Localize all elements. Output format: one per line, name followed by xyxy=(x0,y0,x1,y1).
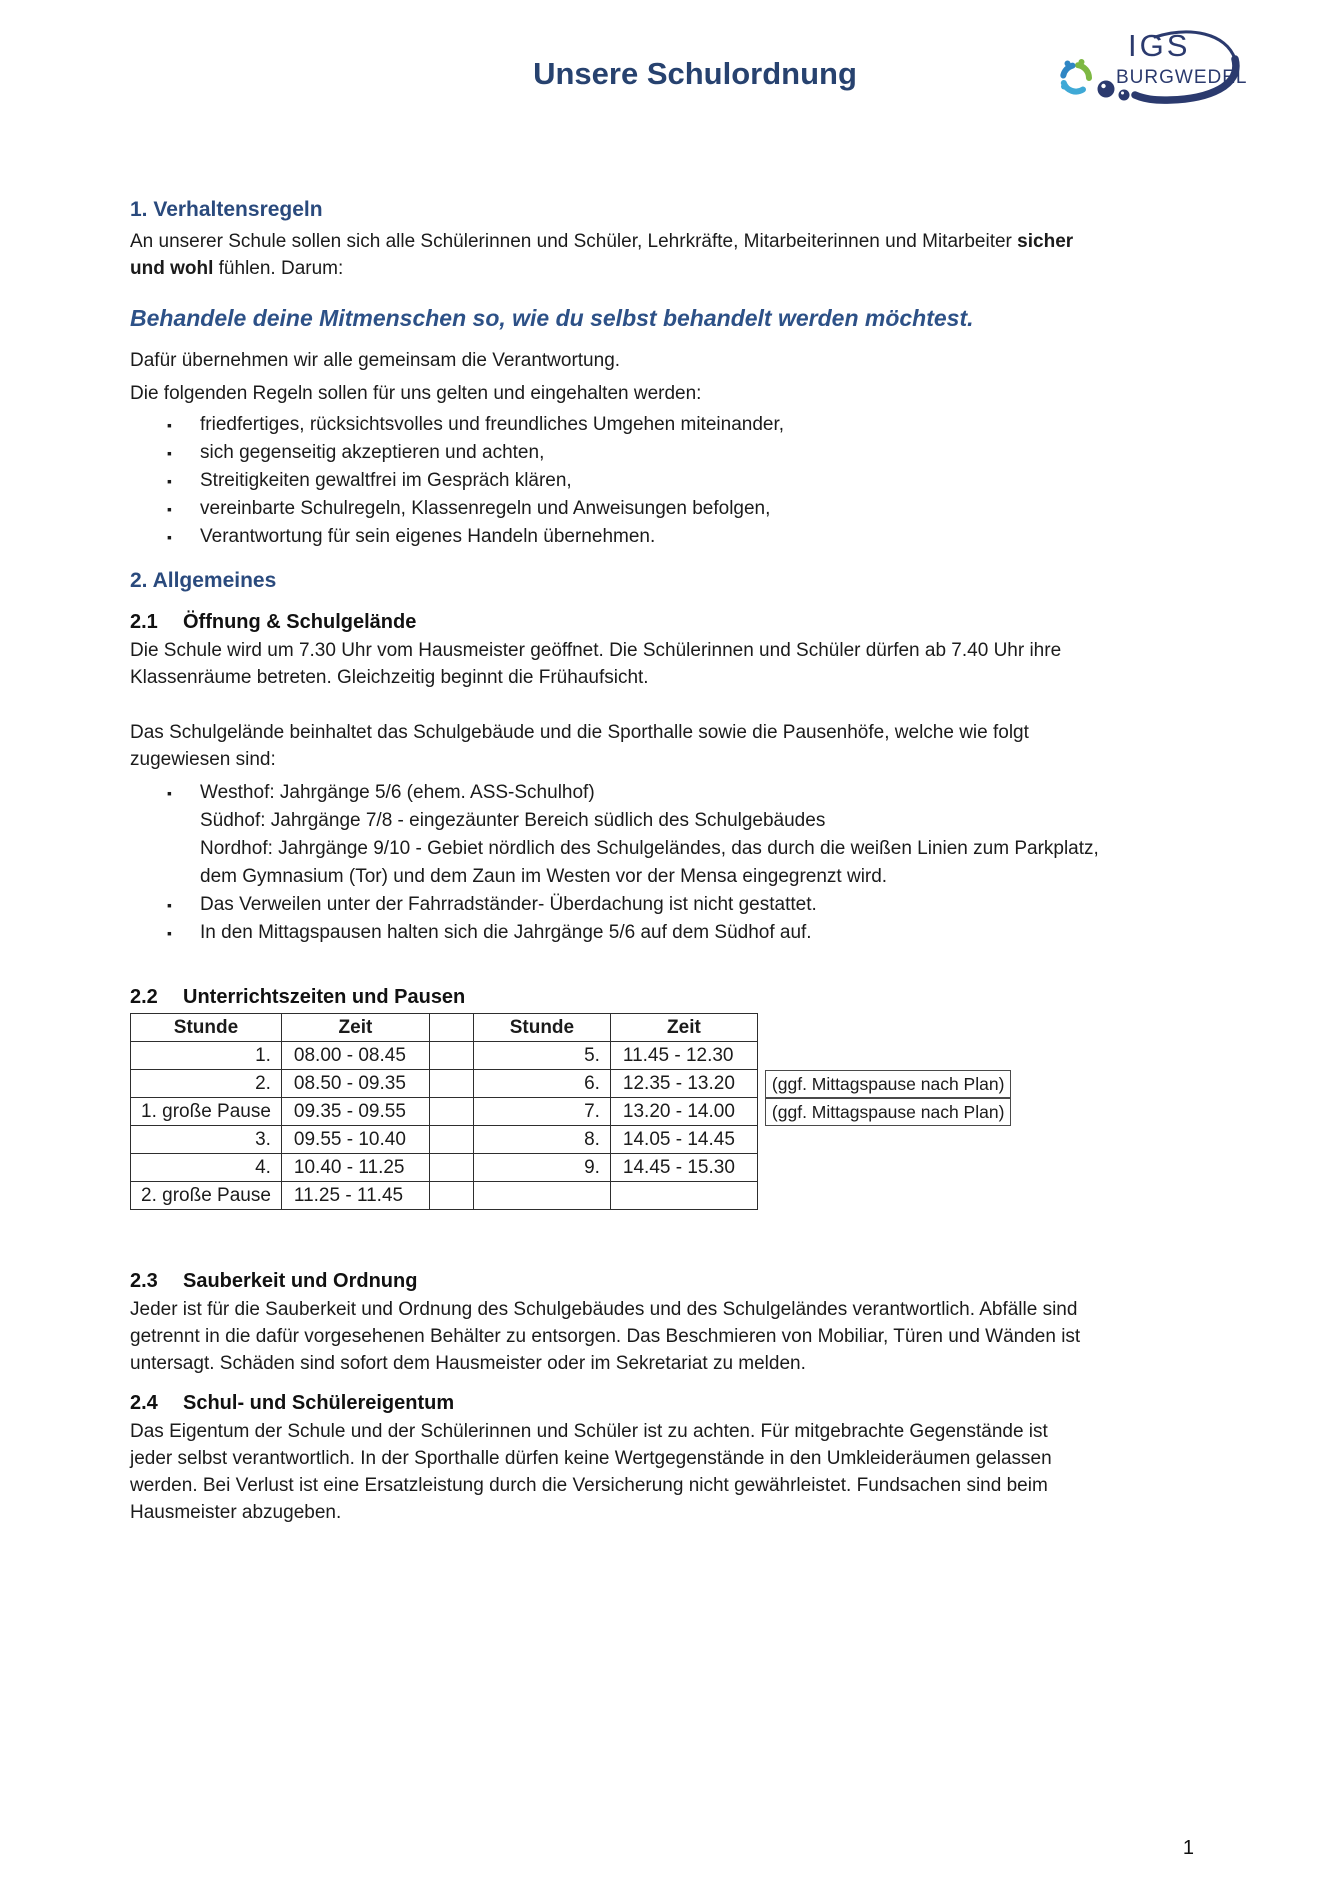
subsection-number: 2.4 xyxy=(130,1392,158,1414)
table-note-cell xyxy=(757,1182,1017,1210)
rule-text: sich gegenseitig akzeptieren und achten, xyxy=(200,442,545,463)
subsection-title: Sauberkeit und Ordnung xyxy=(183,1270,418,1292)
cell-stunde: 2. große Pause xyxy=(131,1182,282,1210)
cell-stunde: 6. xyxy=(473,1070,610,1098)
logo-dot-large-highlight xyxy=(1101,84,1105,88)
list-item xyxy=(130,891,1200,919)
cell-zeit: 14.05 - 14.45 xyxy=(610,1126,757,1154)
table-gap-cell xyxy=(429,1098,473,1126)
rule-text: Streitigkeiten gewaltfrei im Gespräch klären, xyxy=(200,470,572,491)
intro-text-end: fühlen. Darum: xyxy=(213,258,344,279)
page-number: 1 xyxy=(1182,1837,1194,1859)
property-paragraph: Das Eigentum der Schule und der Schülerinnen und Schüler ist zu achten. Für mitgebrachte Gegenstände ist jeder selbst verantwortlich. In der Sporthalle dürfen keine Wertgegenstände in den Umkleideräumen gelassen werden. Bei Verlust ist eine Ersatzleistung durch die Versicherung nicht gewährleistet. Fundsachen sind beim Hausmeister abzugeben. xyxy=(130,1421,1052,1523)
table-gap-cell xyxy=(429,1070,473,1098)
bullet-icon: ▪ xyxy=(167,897,172,913)
table-gap-cell xyxy=(429,1154,473,1182)
cell-zeit: 09.55 - 10.40 xyxy=(281,1126,429,1154)
table-row xyxy=(131,1042,1018,1070)
cell-stunde: 5. xyxy=(473,1042,610,1070)
subsection-23-heading xyxy=(130,1268,1200,1294)
intro-bold-und-wohl: und wohl xyxy=(130,258,214,279)
table-header-stunde: Stunde xyxy=(131,1014,282,1042)
table-note-cell xyxy=(757,1154,1017,1182)
bullet-icon: ▪ xyxy=(167,529,172,545)
table-gap-cell xyxy=(429,1042,473,1070)
table-header-zeit: Zeit xyxy=(281,1014,429,1042)
list-item xyxy=(130,467,1200,495)
cell-stunde: 9. xyxy=(473,1154,610,1182)
cell-zeit: 11.25 - 11.45 xyxy=(281,1182,429,1210)
section-2-heading: 2. Allgemeines xyxy=(130,569,277,592)
table-row xyxy=(131,1098,1018,1126)
cell-zeit: 14.45 - 15.30 xyxy=(610,1154,757,1182)
grounds-paragraph: Das Schulgelände beinhaltet das Schulgebäude und die Sporthalle sowie die Pausenhöfe, welche wie folgt zugewiesen sind: xyxy=(130,722,1029,770)
subsection-title: Öffnung & Schulgelände xyxy=(183,611,417,633)
bullet-icon: ▪ xyxy=(167,785,172,801)
opening-paragraph: Die Schule wird um 7.30 Uhr vom Hausmeister geöffnet. Die Schülerinnen und Schüler dürfen ab 7.40 Uhr ihre Klassenräume betreten. Gleichzeitig beginnt die Frühaufsicht. xyxy=(130,640,1062,688)
table-note-cell xyxy=(757,1098,1017,1126)
subsection-24-heading xyxy=(130,1390,1200,1416)
responsibility-paragraph: Dafür übernehmen wir alle gemeinsam die Verantwortung. xyxy=(130,350,621,371)
intro-bold-sicher: sicher xyxy=(1017,231,1074,252)
subsection-title: Schul- und Schülereigentum xyxy=(183,1392,455,1414)
logo-dot-small-highlight xyxy=(1121,92,1124,95)
cell-stunde: 2. xyxy=(131,1070,282,1098)
cell-stunde: 1. xyxy=(131,1042,282,1070)
bike-shelter-text: Das Verweilen unter der Fahrradständer- Überdachung ist nicht gestattet. xyxy=(200,894,817,915)
subsection-number: 2.1 xyxy=(130,611,158,633)
logo-acronym: IGS xyxy=(1128,28,1191,63)
document-content xyxy=(130,196,1200,1526)
list-item xyxy=(130,919,1200,947)
logo-people-circle-icon xyxy=(1061,59,1089,92)
section-1-intro-paragraph xyxy=(130,228,1200,282)
table-header-row xyxy=(131,1014,1018,1042)
cell-zeit: 08.00 - 08.45 xyxy=(281,1042,429,1070)
cell-zeit: 12.35 - 13.20 xyxy=(610,1070,757,1098)
lunch-note: (ggf. Mittagspause nach Plan) xyxy=(765,1098,1011,1126)
rule-text: vereinbarte Schulregeln, Klassenregeln und Anweisungen befolgen, xyxy=(200,498,771,519)
page-title: Unsere Schulordnung xyxy=(533,56,857,91)
cell-stunde: 3. xyxy=(131,1126,282,1154)
subsection-22-heading xyxy=(130,984,1200,1010)
motto: Behandele deine Mitmenschen so, wie du selbst behandelt werden möchtest. xyxy=(130,305,974,331)
list-item xyxy=(130,779,1200,891)
rules-list xyxy=(130,411,1200,551)
logo-city: BURGWEDEL xyxy=(1116,67,1248,88)
table-row xyxy=(131,1126,1018,1154)
lunch-note: (ggf. Mittagspause nach Plan) xyxy=(765,1070,1011,1098)
bullet-icon: ▪ xyxy=(167,925,172,941)
cell-zeit: 10.40 - 11.25 xyxy=(281,1154,429,1182)
table-gap-cell xyxy=(429,1014,473,1042)
cleanliness-paragraph: Jeder ist für die Sauberkeit und Ordnung des Schulgebäudes und des Schulgeländes verantwortlich. Abfälle sind getrennt in die dafür vorgesehenen Behälter zu entsorgen. Das Beschmieren von Mobiliar, Türen und Wänden ist untersagt. Schäden sind sofort dem Hausmeister oder im Sekretariat zu melden. xyxy=(130,1299,1081,1374)
igs-burgwedel-logo xyxy=(1058,26,1248,108)
cell-stunde: 1. große Pause xyxy=(131,1098,282,1126)
cell-stunde xyxy=(473,1182,610,1210)
table-note-cell xyxy=(757,1014,1017,1042)
rules-intro-paragraph: Die folgenden Regeln sollen für uns gelten und eingehalten werden: xyxy=(130,383,702,404)
table-header-stunde: Stunde xyxy=(473,1014,610,1042)
table-note-cell xyxy=(757,1126,1017,1154)
cell-zeit: 08.50 - 09.35 xyxy=(281,1070,429,1098)
list-item xyxy=(130,523,1200,551)
cell-stunde: 7. xyxy=(473,1098,610,1126)
table-row xyxy=(131,1154,1018,1182)
logo-graphic xyxy=(1058,26,1248,108)
list-item xyxy=(130,411,1200,439)
intro-text: An unserer Schule sollen sich alle Schülerinnen und Schüler, Lehrkräfte, Mitarbeiterinnen und Mitarbeiter xyxy=(130,231,1018,252)
section-1-heading: 1. Verhaltensregeln xyxy=(130,198,323,221)
table-gap-cell xyxy=(429,1126,473,1154)
list-item xyxy=(130,495,1200,523)
bullet-icon: ▪ xyxy=(167,417,172,433)
subsection-21-heading xyxy=(130,609,1200,635)
logo-dot-large-icon xyxy=(1098,81,1115,98)
yards-text: Westhof: Jahrgänge 5/6 (ehem. ASS-Schulhof) Südhof: Jahrgänge 7/8 - eingezäunter Bereich südlich des Schulgebäudes Nordhof: Jahrgänge 9/10 - Gebiet nördlich des Schulgeländes, das durch die weißen Linien zum Parkplatz, dem Gymnasium (Tor) und dem Zaun im Westen vor der Mensa eingegrenzt wird. xyxy=(200,782,1099,887)
logo-dot-small-icon xyxy=(1119,90,1130,101)
list-item xyxy=(130,439,1200,467)
cell-zeit: 11.45 - 12.30 xyxy=(610,1042,757,1070)
bullet-icon: ▪ xyxy=(167,473,172,489)
cell-stunde: 4. xyxy=(131,1154,282,1182)
grounds-list xyxy=(130,779,1200,947)
table-header-zeit: Zeit xyxy=(610,1014,757,1042)
bullet-icon: ▪ xyxy=(167,445,172,461)
table-row xyxy=(131,1182,1018,1210)
subsection-title: Unterrichtszeiten und Pausen xyxy=(183,986,466,1008)
bullet-icon: ▪ xyxy=(167,501,172,517)
table-row xyxy=(131,1070,1018,1098)
rule-text: Verantwortung für sein eigenes Handeln übernehmen. xyxy=(200,526,656,547)
rule-text: friedfertiges, rücksichtsvolles und freundliches Umgehen miteinander, xyxy=(200,414,785,435)
subsection-number: 2.3 xyxy=(130,1270,158,1292)
subsection-number: 2.2 xyxy=(130,986,158,1008)
cell-zeit: 13.20 - 14.00 xyxy=(610,1098,757,1126)
cell-zeit: 09.35 - 09.55 xyxy=(281,1098,429,1126)
table-gap-cell xyxy=(429,1182,473,1210)
schedule-table xyxy=(130,1013,1018,1210)
lunch-break-text: In den Mittagspausen halten sich die Jahrgänge 5/6 auf dem Südhof auf. xyxy=(200,922,812,943)
table-note-cell xyxy=(757,1070,1017,1098)
cell-stunde: 8. xyxy=(473,1126,610,1154)
cell-zeit xyxy=(610,1182,757,1210)
table-note-cell xyxy=(757,1042,1017,1070)
